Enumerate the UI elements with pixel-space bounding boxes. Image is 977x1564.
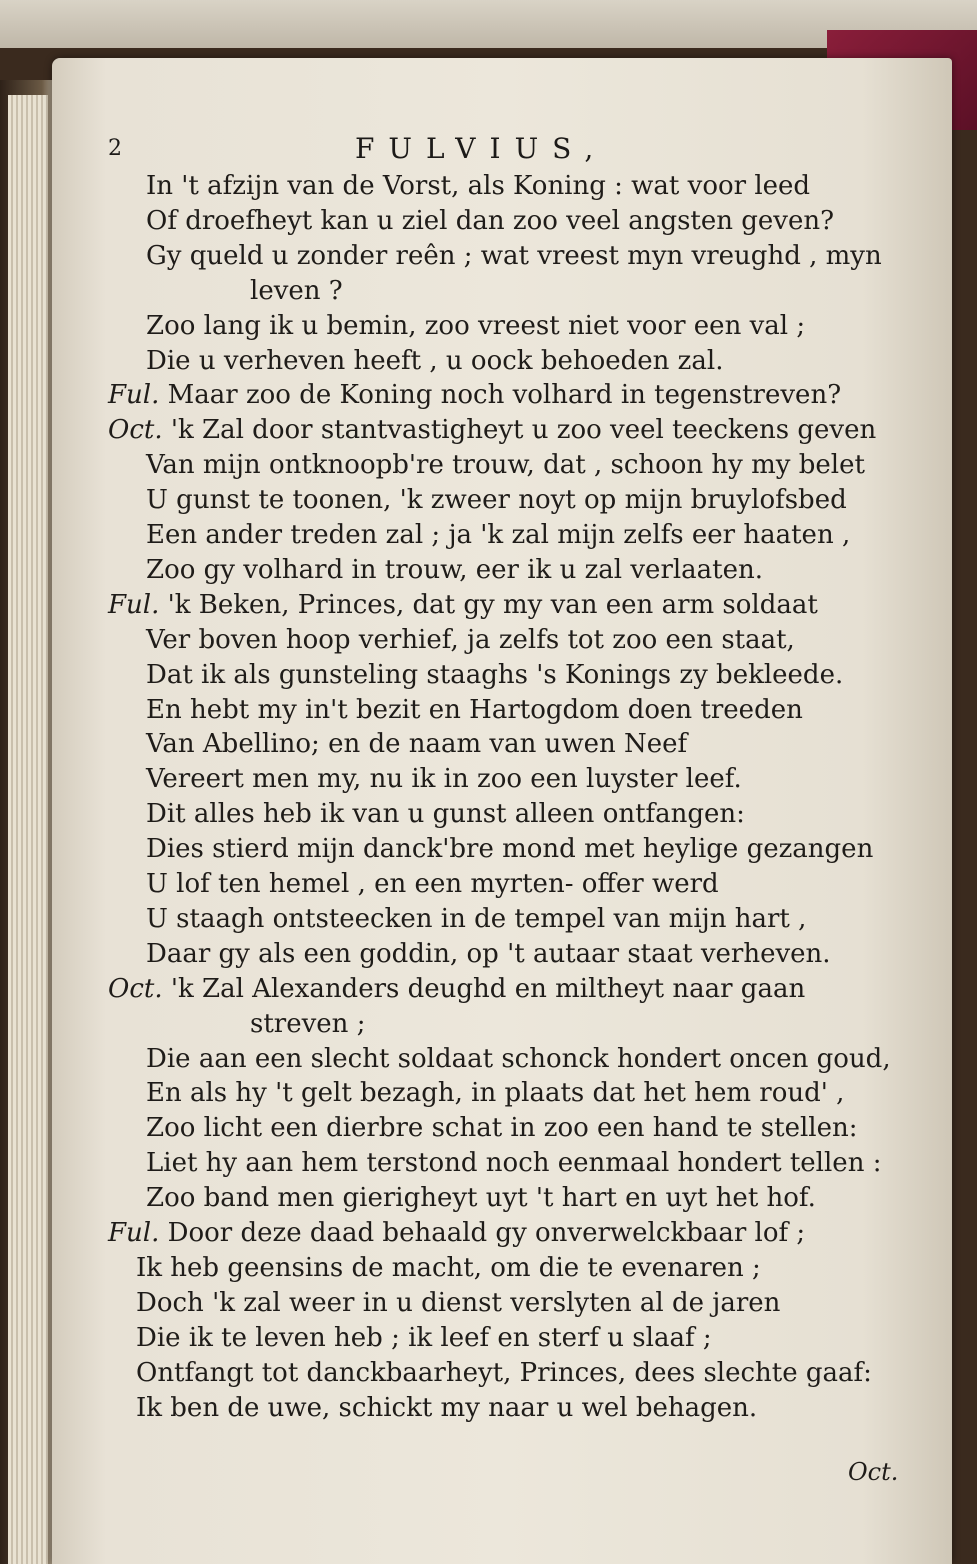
page-stack [8,95,48,1564]
verse-line [146,482,847,518]
speaker-label: Oct. [108,415,171,446]
speaker-label: Ful. [108,589,168,620]
verse-line [146,203,834,239]
verse-line-text: Ik heb geensins de macht, om die te evenaren ; [136,1252,761,1283]
verse-line [146,1075,844,1111]
page-header [0,132,977,172]
verse-line [146,1041,891,1077]
verse-line-text: Van mijn ontknoopb're trouw, dat , schoon hy my belet [146,450,865,481]
verse-line [146,168,810,204]
verse-line [108,1215,805,1251]
verse-line-text: Dat ik als gunsteling staaghs 's Konings zy bekleede. [146,659,844,690]
verse-line-text: Zoo lang ik u bemin, zoo vreest niet voor een val ; [146,310,806,341]
verse-line-text: 'k Beken, Princes, dat gy my van een arm soldaat [167,589,818,620]
verse-line [146,761,742,797]
verse-line-text: Ik ben de uwe, schickt my naar u wel behagen. [136,1392,758,1423]
verse-line [146,552,763,588]
verse-line-text: Vereert men my, nu ik in zoo een luyster leef. [146,764,742,795]
verse-line-text: streven ; [250,1008,366,1039]
verse-line-text: Zoo band men gierigheyt uyt 't hart en uyt het hof. [146,1183,816,1214]
verse-line [250,273,343,309]
verse-line-text: Dit alles heb ik van u gunst alleen ontfangen: [146,799,745,830]
verse-line [146,796,745,832]
verse-line-text: Daar gy als een goddin, op 't autaar staat verheven. [146,938,831,969]
verse-line [146,901,806,937]
verse-line-text: Doch 'k zal weer in u dienst verslyten al de jaren [136,1287,781,1318]
verse-line [136,1250,761,1286]
verse-line-text: Of droefheyt kan u ziel dan zoo veel angsten geven? [146,205,835,236]
speaker-label: Ful. [108,380,168,411]
catchword: Oct. [848,1458,899,1486]
verse-line [136,1390,757,1426]
page-number: 2 [108,136,122,161]
verse-line [146,308,805,344]
verse-line-text: Gy queld u zonder reên ; wat vreest myn vreughd , myn [146,240,882,271]
verse-line-text: Die ik te leven heb ; ik leef en sterf u slaaf ; [136,1322,712,1353]
running-title: FULVIUS, [355,132,608,165]
verse-line [146,238,882,274]
verse-line [146,726,687,762]
verse-line-text: Die u verheven heeft , u oock behoeden zal. [146,345,724,376]
verse-line-text: 'k Zal door stantvastigheyt u zoo veel teeckens geven [170,415,877,446]
verse-line-text: Door deze daad behaald gy onverwelckbaar lof ; [167,1218,806,1248]
verse-line-text: U staagh ontsteecken in de tempel van mijn hart , [146,903,807,934]
verse-line-text: U lof ten hemel , en een myrten- offer werd [146,869,719,899]
verse-line [146,831,873,867]
verse-line [136,1355,872,1391]
verse-line [146,1110,858,1146]
verse-line [146,517,850,553]
verse-line [136,1285,780,1321]
verse-line-text: En als hy 't gelt bezagh, in plaats dat het hem roud' , [146,1078,845,1109]
verse-line-text: Dies stierd mijn danck'bre mond met heylige gezangen [146,834,874,865]
verse-line-text: Ontfangt tot danckbaarheyt, Princes, dees slechte gaaf: [136,1357,872,1388]
verse-line-text: 'k Zal Alexanders deughd en miltheyt naar gaan [170,973,806,1004]
verse-line [108,587,818,623]
verse-line [146,657,843,693]
verse-line [108,412,876,448]
verse-line-text: Die aan een slecht soldaat schonck hondert oncen goud, [146,1043,891,1074]
verse-line-text: Liet hy aan hem terstond noch eenmaal hondert tellen : [146,1148,882,1179]
verse-line [146,622,795,658]
verse-line [250,1006,365,1042]
verse-line [146,692,803,728]
verse-line [146,866,719,902]
verse-line-text: Zoo gy volhard in trouw, eer ik u zal verlaaten. [146,554,764,585]
verse-line-text: leven ? [250,275,343,306]
verse-line [108,971,805,1007]
verse-line [136,1320,712,1356]
verse-line [108,377,841,413]
verse-line-text: Maar zoo de Koning noch volhard in tegenstreven? [167,380,842,411]
verse-line [146,447,865,483]
verse-line-text: En hebt my in't bezit en Hartogdom doen treeden [146,694,803,725]
verse-line-text: Van Abellino; en de naam van uwen Neef [146,729,688,760]
verse-line-text: Zoo licht een dierbre schat in zoo een hand te stellen: [146,1113,858,1144]
verse-line-text: Ver boven hoop verhief, ja zelfs tot zoo een staat, [146,624,795,655]
speaker-label: Ful. [108,1218,168,1248]
verse-line [146,1145,881,1181]
verse-line [146,343,723,379]
verse-line [146,1180,816,1216]
verse-line-text: U gunst te toonen, 'k zweer noyt op mijn bruylofsbed [146,485,847,516]
verse-line [146,936,831,972]
speaker-label: Oct. [108,973,171,1004]
verse-line-text: In 't afzijn van de Vorst, als Koning : wat voor leed [146,171,811,201]
verse-line-text: Een ander treden zal ; ja 'k zal mijn zelfs eer haaten , [146,520,851,550]
